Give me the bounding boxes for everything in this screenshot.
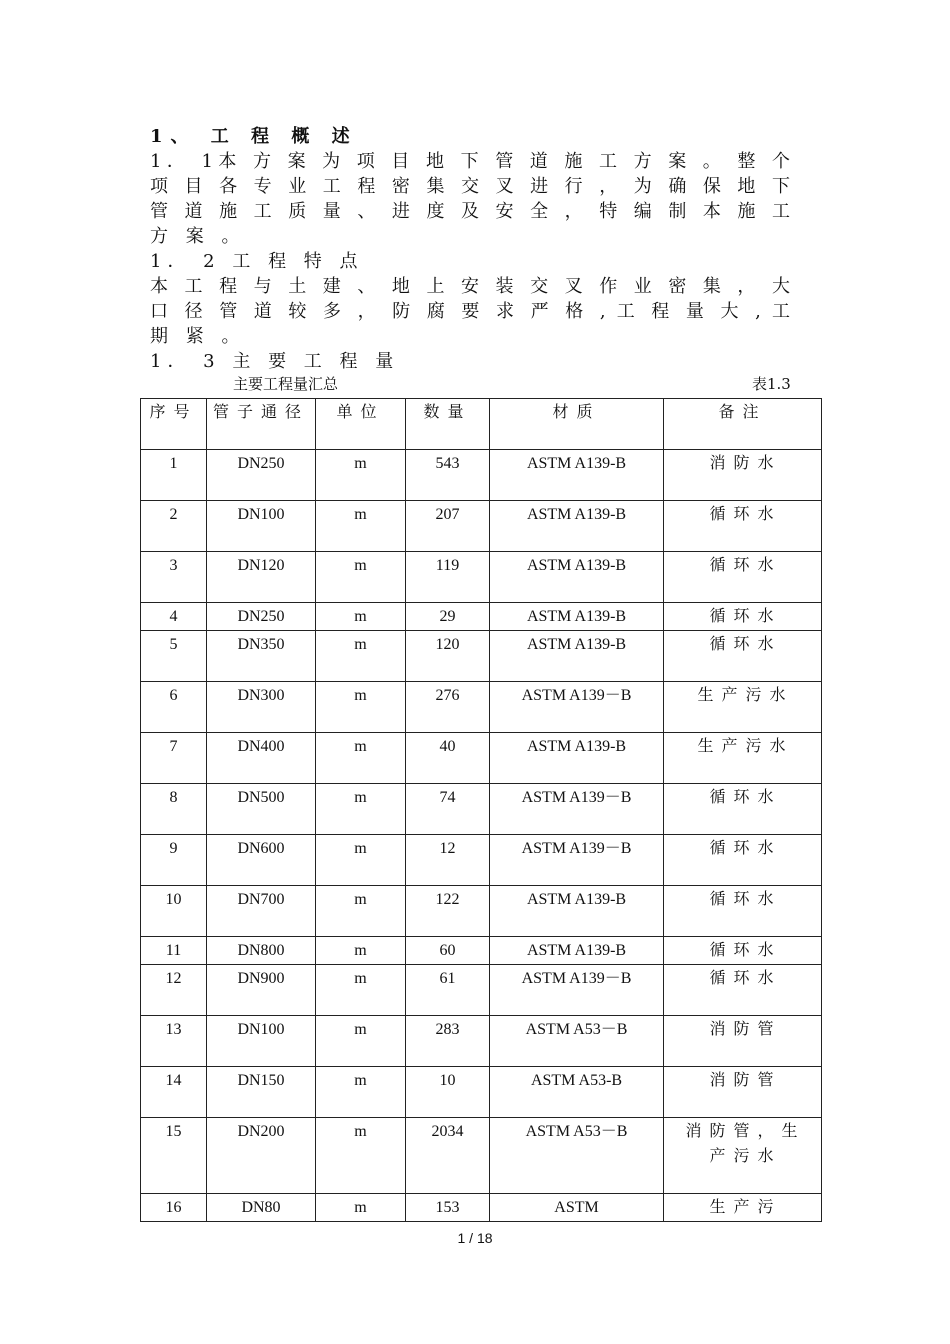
- cell-no: 7: [141, 733, 207, 784]
- table-row: [141, 631, 822, 682]
- section-heading: 1、 工 程 概 述: [150, 126, 358, 147]
- cell-unit: m: [316, 784, 406, 835]
- cell-unit: m: [316, 733, 406, 784]
- cell-quantity: 29: [406, 603, 490, 631]
- table-row: [141, 552, 822, 603]
- cell-no: 3: [141, 552, 207, 603]
- cell-diameter: DN250: [207, 603, 316, 631]
- cell-quantity: 10: [406, 1067, 490, 1118]
- cell-remark: 消防管，生产污水: [664, 1118, 822, 1194]
- table-row: [141, 682, 822, 733]
- cell-remark: 循环水: [664, 552, 822, 603]
- cell-quantity: 120: [406, 631, 490, 682]
- cell-diameter: DN300: [207, 682, 316, 733]
- table-row: [141, 1016, 822, 1067]
- cell-material: ASTM A53－B: [490, 1118, 664, 1194]
- cell-no: 13: [141, 1016, 207, 1067]
- cell-unit: m: [316, 603, 406, 631]
- header-no: 序号: [141, 399, 207, 450]
- cell-quantity: 12: [406, 835, 490, 886]
- cell-quantity: 122: [406, 886, 490, 937]
- cell-material: ASTM A53-B: [490, 1067, 664, 1118]
- cell-unit: m: [316, 631, 406, 682]
- cell-material: ASTM A139-B: [490, 733, 664, 784]
- cell-material: ASTM A139－B: [490, 682, 664, 733]
- table-row: [141, 733, 822, 784]
- cell-diameter: DN100: [207, 1016, 316, 1067]
- paragraph-line: 项 目 各 专 业 工 程 密 集 交 叉 进 行 ， 为 确 保 地 下: [150, 176, 790, 197]
- header-material: 材质: [490, 399, 664, 450]
- header-remark: 备注: [664, 399, 822, 450]
- cell-quantity: 119: [406, 552, 490, 603]
- cell-material: ASTM A139－B: [490, 965, 664, 1016]
- cell-quantity: 207: [406, 501, 490, 552]
- table-row: [141, 784, 822, 835]
- header-unit: 单位: [316, 399, 406, 450]
- cell-no: 4: [141, 603, 207, 631]
- paragraph-line: 本 工 程 与 土 建 、 地 上 安 装 交 叉 作 业 密 集 ， 大: [150, 276, 790, 297]
- paragraph-line: 1． 1本 方 案 为 项 目 地 下 管 道 施 工 方 案 。 整 个: [150, 151, 790, 172]
- cell-diameter: DN80: [207, 1194, 316, 1222]
- cell-no: 11: [141, 937, 207, 965]
- cell-unit: m: [316, 886, 406, 937]
- cell-remark: 循环水: [664, 937, 822, 965]
- cell-remark: 循环水: [664, 631, 822, 682]
- cell-remark: 生产污水: [664, 733, 822, 784]
- cell-remark: 循环水: [664, 784, 822, 835]
- cell-no: 15: [141, 1118, 207, 1194]
- cell-diameter: DN350: [207, 631, 316, 682]
- cell-diameter: DN120: [207, 552, 316, 603]
- cell-diameter: DN900: [207, 965, 316, 1016]
- cell-material: ASTM A139-B: [490, 886, 664, 937]
- cell-material: ASTM A139-B: [490, 552, 664, 603]
- cell-remark: 循环水: [664, 501, 822, 552]
- cell-quantity: 2034: [406, 1118, 490, 1194]
- cell-remark: 循环水: [664, 835, 822, 886]
- cell-diameter: DN700: [207, 886, 316, 937]
- cell-quantity: 61: [406, 965, 490, 1016]
- cell-remark: 生产污: [664, 1194, 822, 1222]
- cell-diameter: DN400: [207, 733, 316, 784]
- table-row: [141, 603, 822, 631]
- table-row: [141, 1194, 822, 1222]
- cell-quantity: 276: [406, 682, 490, 733]
- table-row: [141, 937, 822, 965]
- cell-material: ASTM A53－B: [490, 1016, 664, 1067]
- header-quantity: 数量: [406, 399, 490, 450]
- cell-diameter: DN800: [207, 937, 316, 965]
- cell-no: 10: [141, 886, 207, 937]
- cell-unit: m: [316, 1194, 406, 1222]
- cell-remark: 消防管: [664, 1016, 822, 1067]
- cell-material: ASTM A139－B: [490, 835, 664, 886]
- cell-quantity: 153: [406, 1194, 490, 1222]
- table-row: [141, 1118, 822, 1194]
- cell-remark: 消防管: [664, 1067, 822, 1118]
- cell-remark: 循环水: [664, 886, 822, 937]
- cell-material: ASTM A139-B: [490, 450, 664, 501]
- paragraph-line: 管 道 施 工 质 量 、 进 度 及 安 全 ， 特 编 制 本 施 工: [150, 201, 790, 222]
- quantity-table: [140, 398, 822, 1222]
- cell-no: 6: [141, 682, 207, 733]
- cell-no: 16: [141, 1194, 207, 1222]
- cell-unit: m: [316, 682, 406, 733]
- cell-material: ASTM A139－B: [490, 784, 664, 835]
- table-row: [141, 1067, 822, 1118]
- table-row: [141, 835, 822, 886]
- cell-diameter: DN600: [207, 835, 316, 886]
- paragraph-line: 方 案 。: [150, 226, 246, 247]
- cell-unit: m: [316, 1067, 406, 1118]
- cell-diameter: DN100: [207, 501, 316, 552]
- cell-remark: 循环水: [664, 965, 822, 1016]
- cell-diameter: DN150: [207, 1067, 316, 1118]
- table-row: [141, 450, 822, 501]
- cell-no: 1: [141, 450, 207, 501]
- cell-material: ASTM A139-B: [490, 603, 664, 631]
- cell-quantity: 74: [406, 784, 490, 835]
- cell-material: ASTM: [490, 1194, 664, 1222]
- cell-quantity: 40: [406, 733, 490, 784]
- cell-unit: m: [316, 937, 406, 965]
- cell-no: 14: [141, 1067, 207, 1118]
- cell-unit: m: [316, 965, 406, 1016]
- cell-no: 12: [141, 965, 207, 1016]
- cell-no: 2: [141, 501, 207, 552]
- cell-material: ASTM A139-B: [490, 631, 664, 682]
- cell-unit: m: [316, 501, 406, 552]
- cell-material: ASTM A139-B: [490, 937, 664, 965]
- cell-unit: m: [316, 552, 406, 603]
- cell-material: ASTM A139-B: [490, 501, 664, 552]
- page-number: 1 / 18: [457, 1230, 493, 1246]
- cell-remark: 生产污水: [664, 682, 822, 733]
- cell-remark: 消防水: [664, 450, 822, 501]
- cell-unit: m: [316, 835, 406, 886]
- cell-no: 9: [141, 835, 207, 886]
- cell-diameter: DN500: [207, 784, 316, 835]
- table-caption: 主要工程量汇总: [233, 375, 339, 393]
- cell-unit: m: [316, 1118, 406, 1194]
- cell-quantity: 543: [406, 450, 490, 501]
- cell-diameter: DN250: [207, 450, 316, 501]
- subsection-heading: 1． 3 主 要 工 程 量: [150, 351, 400, 372]
- cell-no: 5: [141, 631, 207, 682]
- header-diameter: 管子通径: [207, 399, 316, 450]
- table-number: 表1.3: [752, 375, 791, 393]
- paragraph-line: 期 紧 。: [150, 326, 246, 347]
- table-row: [141, 965, 822, 1016]
- table-row: [141, 501, 822, 552]
- cell-unit: m: [316, 450, 406, 501]
- cell-quantity: 60: [406, 937, 490, 965]
- table-header-row: [141, 399, 822, 450]
- cell-unit: m: [316, 1016, 406, 1067]
- cell-no: 8: [141, 784, 207, 835]
- cell-diameter: DN200: [207, 1118, 316, 1194]
- cell-quantity: 283: [406, 1016, 490, 1067]
- table-row: [141, 886, 822, 937]
- cell-remark: 循环水: [664, 603, 822, 631]
- paragraph-line: 口 径 管 道 较 多 ， 防 腐 要 求 严 格 , 工 程 量 大 , 工: [150, 301, 790, 322]
- subsection-heading: 1． 2 工 程 特 点: [150, 251, 364, 272]
